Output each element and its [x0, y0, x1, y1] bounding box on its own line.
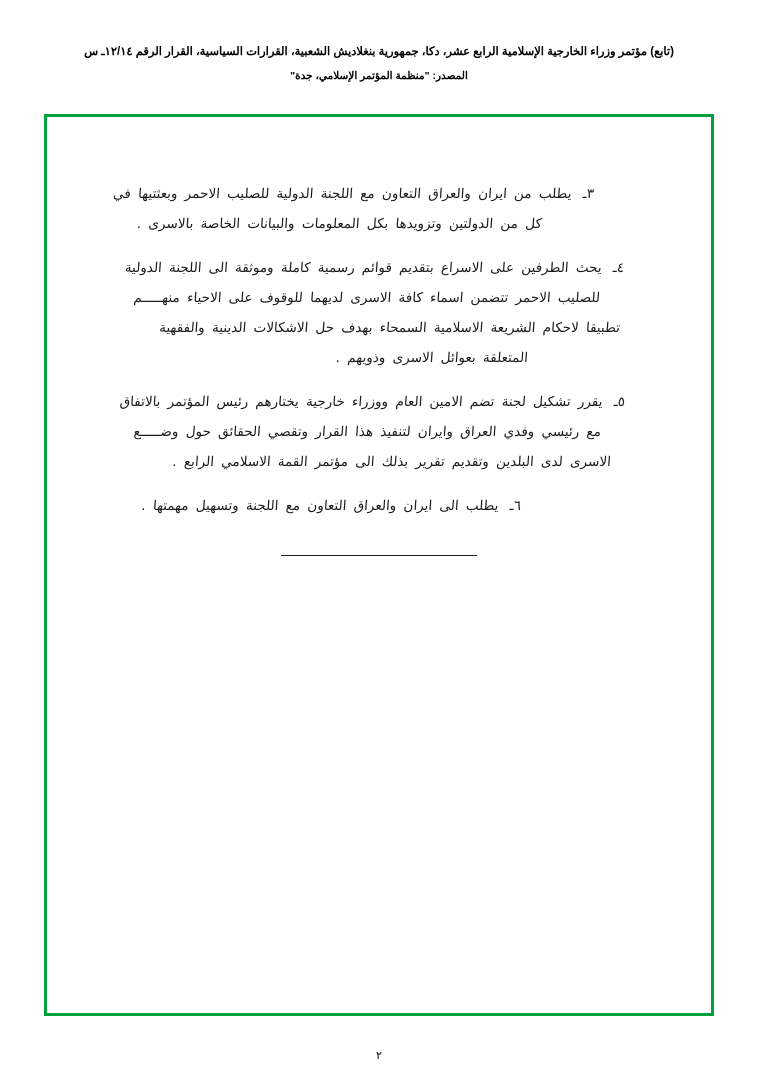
item-6-line-1: يطلب الى ايران والعراق التعاون مع اللجنة وتسهيل مهمتها .	[140, 498, 500, 514]
item-4-line-3: تطبيقا لاحكام الشريعة الاسلامية السمحاء بهدف حل الاشكالات الدينية والفقهية	[158, 320, 621, 336]
item-5-line-1: يقرر تشكيل لجنة تضم الامين العام ووزراء خارجية يختارهم رئيس المؤتمر بالاتفاق	[119, 394, 604, 410]
page-header	[0, 44, 758, 84]
content-frame	[44, 114, 714, 1016]
item-5-line-3: الاسرى لدى البلدين وتقديم تقرير بذلك الى مؤتمر القمة الاسلامي الرابع .	[171, 454, 612, 470]
item-5-line-2: مع رئيسي وفدي العراق وايران لتنفيذ هذا القرار وتقصي الحقائق حول وضـــــع	[133, 424, 602, 440]
header-source-line: المصدر: "منظمة المؤتمر الإسلامي، جدة"	[290, 70, 468, 82]
horizontal-rule-divider	[281, 555, 477, 556]
item-number-5: ٥ـ	[613, 394, 626, 410]
item-4-line-4: المتعلقة بعوائل الاسرى وذويهم .	[335, 350, 529, 366]
resolution-item-6	[106, 491, 652, 521]
item-4-line-2: للصليب الاحمر تتضمن اسماء كافة الاسرى لديهما للوقوف على الاحياء منهـــــم	[133, 290, 601, 306]
resolution-item-4	[103, 253, 655, 373]
item-number-4: ٤ـ	[612, 260, 625, 276]
resolution-item-5	[104, 387, 654, 477]
item-3-line-1: يطلب من ايران والعراق التعاون مع اللجنة الدولية للصليب الاحمر وبعثتيها في	[112, 186, 573, 202]
resolution-body	[107, 179, 651, 556]
item-4-line-1: يحث الطرفين على الاسراع بتقديم قوائم رسمية كاملة وموثقة الى اللجنة الدولية	[124, 260, 603, 276]
header-conference-line: (تابع) مؤتمر وزراء الخارجية الإسلامية الرابع عشر، دكا، جمهورية بنغلاديش الشعبية، القرارات السياسية، القرار الرقم ١٢/١٤ـ س	[84, 46, 674, 58]
item-number-6: ٦ـ	[509, 498, 522, 514]
page-number: ٢	[376, 1050, 382, 1062]
page-footer	[0, 1049, 758, 1062]
item-number-3: ٣ـ	[582, 186, 595, 202]
resolution-item-3	[105, 179, 653, 239]
item-3-line-2: كل من الدولتين وتزويدها بكل المعلومات والبيانات الخاصة بالاسرى .	[136, 216, 543, 232]
